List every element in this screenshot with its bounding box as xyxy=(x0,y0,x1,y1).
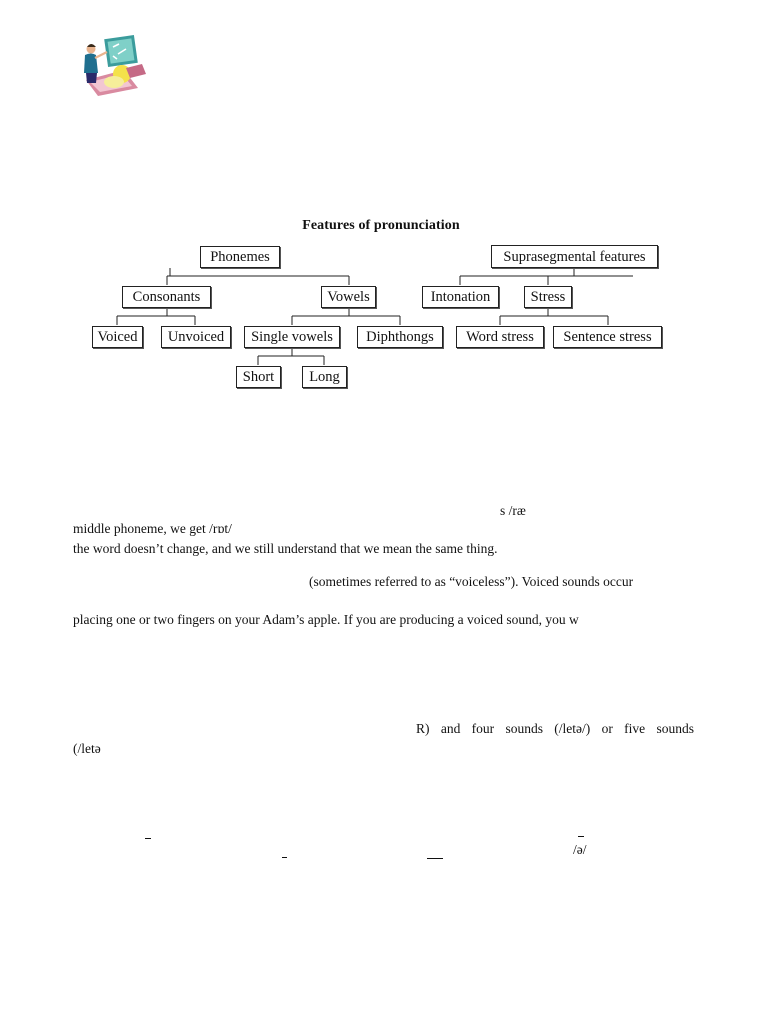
node-suprasegmental-features: Suprasegmental features xyxy=(491,245,658,268)
node-vowels: Vowels xyxy=(321,286,376,308)
node-unvoiced: Unvoiced xyxy=(161,326,231,348)
node-single-vowels: Single vowels xyxy=(244,326,340,348)
node-long: Long xyxy=(302,366,347,388)
text-fragment-s-rae: s /ræ xyxy=(500,503,526,518)
text-line-middle-phoneme: middle phoneme, we get /rɒt/ xyxy=(73,521,232,536)
dash-mark xyxy=(282,857,287,858)
pronunciation-features-diagram xyxy=(86,214,676,394)
node-consonants: Consonants xyxy=(122,286,211,308)
text-line-voiceless: (sometimes referred to as “voiceless”). Voiced sounds occur xyxy=(309,574,634,589)
node-intonation: Intonation xyxy=(422,286,499,308)
node-voiced: Voiced xyxy=(92,326,143,348)
node-short: Short xyxy=(236,366,281,388)
node-diphthongs: Diphthongs xyxy=(357,326,443,348)
node-sentence-stress: Sentence stress xyxy=(553,326,662,348)
text-fragment-schwa: /ə/ xyxy=(573,842,587,857)
text-line-leta: (/letə xyxy=(73,741,101,756)
text-line-word-doesnt-change: the word doesn’t change, and we still understand that we mean the same thing. xyxy=(73,541,498,556)
text-line-four-sounds: R) and four sounds (/letə/) or five sounds xyxy=(416,721,694,736)
node-word-stress: Word stress xyxy=(456,326,544,348)
text-line-adams-apple: placing one or two fingers on your Adam’s apple. If you are producing a voiced sound, you w xyxy=(73,612,579,627)
dash-mark xyxy=(145,838,151,839)
dash-mark xyxy=(578,836,584,837)
node-stress: Stress xyxy=(524,286,572,308)
underline-mark xyxy=(427,858,443,859)
teacher-clipart-logo xyxy=(80,34,166,96)
node-phonemes: Phonemes xyxy=(200,246,280,268)
diagram-title: Features of pronunciation xyxy=(302,218,460,233)
